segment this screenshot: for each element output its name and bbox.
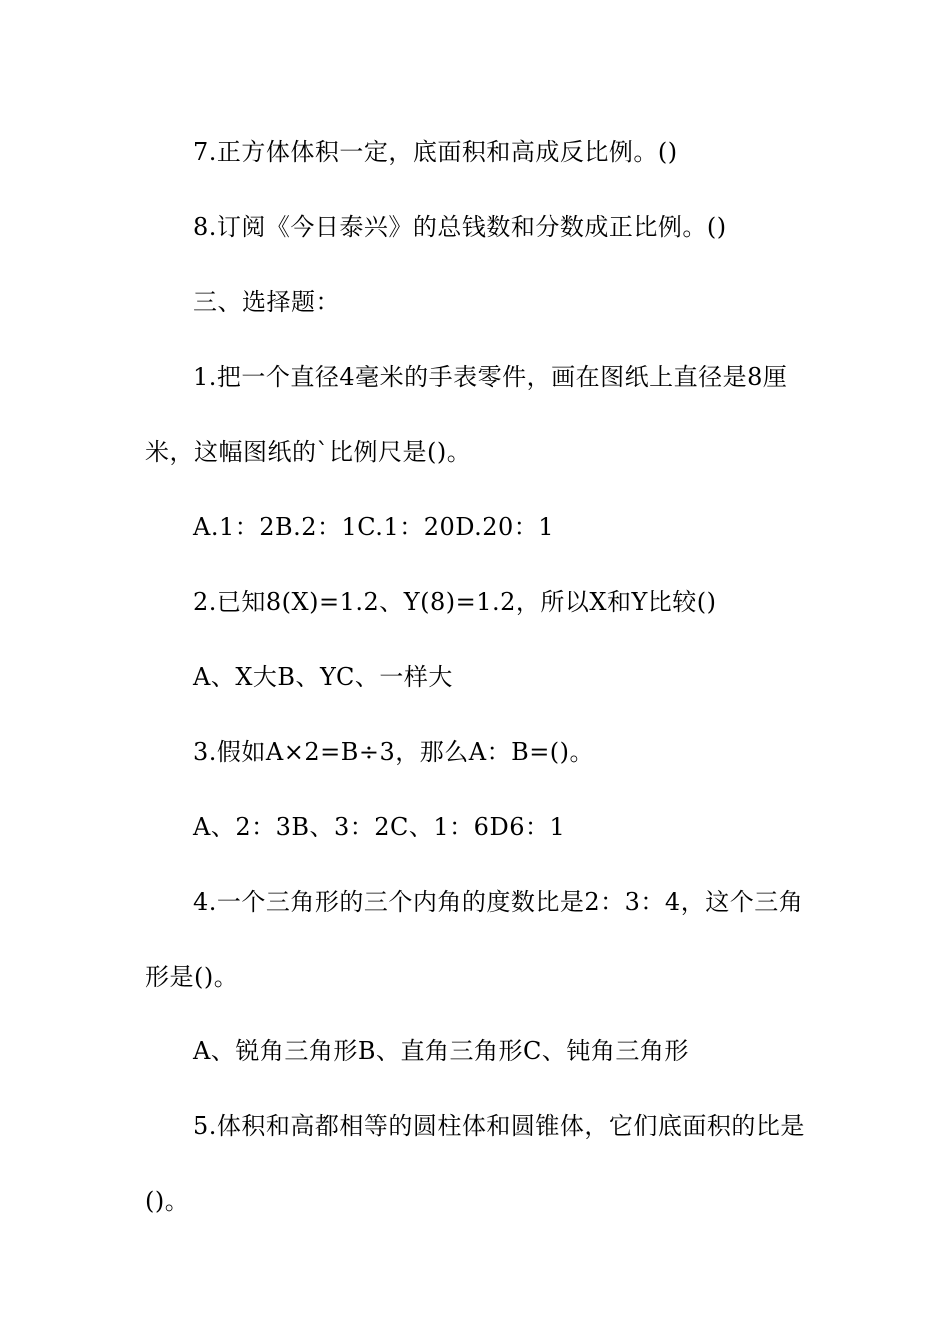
choice-question-4-line-1: 4.一个三角形的三个内角的度数比是2：3：4，这个三角 (193, 888, 804, 916)
choice-question-1-line-1: 1.把一个直径4毫米的手表零件，画在图纸上直径是8厘 (193, 363, 788, 391)
choice-question-5-line-2: ()。 (145, 1187, 190, 1215)
choice-question-4-line-2: 形是()。 (145, 963, 239, 991)
section-heading-choice: 三、选择题： (193, 288, 340, 316)
choice-question-5-line-1: 5.体积和高都相等的圆柱体和圆锥体，它们底面积的比是 (193, 1112, 805, 1140)
choice-question-3-options: A、2：3B、3：2C、1：6D6：1 (193, 813, 566, 841)
choice-question-1-line-2: 米，这幅图纸的`比例尺是()。 (145, 438, 472, 466)
choice-question-2: 2.已知8(X)=1.2、Y(8)=1.2，所以X和Y比较() (193, 588, 717, 616)
choice-question-4-options: A、锐角三角形B、直角三角形C、钝角三角形 (193, 1037, 689, 1065)
judgment-item-7: 7.正方体体积一定，底面积和高成反比例。() (193, 138, 678, 166)
choice-question-3: 3.假如A×2=B÷3，那么A：B=()。 (193, 738, 595, 766)
choice-question-2-options: A、X大B、YC、一样大 (193, 663, 453, 691)
choice-question-1-options: A.1：2B.2：1C.1：20D.20：1 (193, 513, 555, 541)
judgment-item-8: 8.订阅《今日泰兴》的总钱数和分数成正比例。() (193, 213, 727, 241)
